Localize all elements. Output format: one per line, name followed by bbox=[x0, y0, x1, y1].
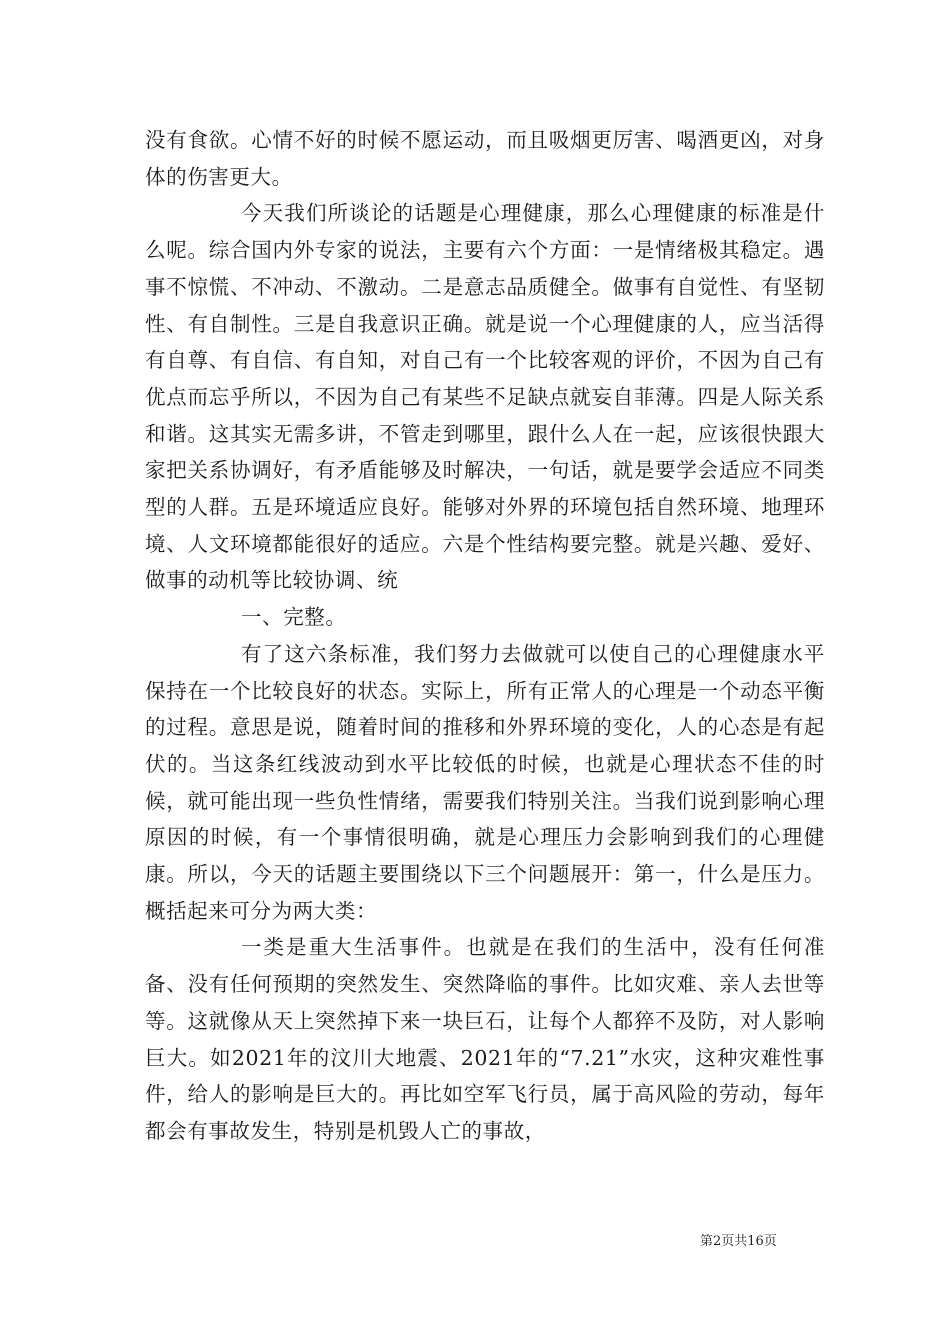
paragraph-3: 一、完整。 bbox=[241, 605, 347, 630]
paragraph-4: 有了这六条标准，我们努力去做就可以使自己的心理健康水平保持在一个比较良好的状态。实际上，所有正常人的心理是一个动态平衡的过程。意思是说，随着时间的推移和外界环境的变化，人的心态是有起伏的。当这条红线波动到水平比较低的时候，也就是心理状态不佳的时候，就可能出现一些负性情绪，需要我们特别关注。当我们说到影响心理原因的时候，有一个事情很明确，就是心理压力会影响到我们的心理健康。所以，今天的话题主要围绕以下三个问题展开：第一，什么是压力。概括起来可分为两大类： bbox=[145, 641, 825, 923]
paragraph-1: 没有食欲。心情不好的时候不愿运动，而且吸烟更厉害、喝酒更凶，对身体的伤害更大。 bbox=[145, 128, 825, 189]
document-body bbox=[145, 122, 825, 1150]
page-number-footer: 第2页共16页 bbox=[700, 1234, 777, 1249]
paragraph-5: 一类是重大生活事件。也就是在我们的生活中，没有任何准备、没有任何预期的突然发生、突然降临的事件。比如灾难、亲人去世等等。这就像从天上突然掉下来一块巨石，让每个人都猝不及防，对人影响巨大。如2021年的汶川大地震、2021年的“7.21”水灾，这种灾难性事件，给人的影响是巨大的。再比如空军飞行员，属于高风险的劳动，每年都会有事故发生，特别是机毁人亡的事故， bbox=[145, 935, 825, 1143]
paragraph-2: 今天我们所谈论的话题是心理健康，那么心理健康的标准是什么呢。综合国内外专家的说法，主要有六个方面：一是情绪极其稳定。遇事不惊慌、不冲动、不激动。二是意志品质健全。做事有自觉性、有坚韧性、有自制性。三是自我意识正确。就是说一个心理健康的人，应当活得有自尊、有自信、有自知，对自己有一个比较客观的评价，不因为自己有优点而忘乎所以，不因为自己有某些不足缺点就妄自菲薄。四是人际关系和谐。这其实无需多讲，不管走到哪里，跟什么人在一起，应该很快跟大家把关系协调好，有矛盾能够及时解决，一句话，就是要学会适应不同类型的人群。五是环境适应良好。能够对外界的环境包括自然环境、地理环境、人文环境都能很好的适应。六是个性结构要完整。就是兴趣、爱好、做事的动机等比较协调、统 bbox=[145, 201, 825, 593]
